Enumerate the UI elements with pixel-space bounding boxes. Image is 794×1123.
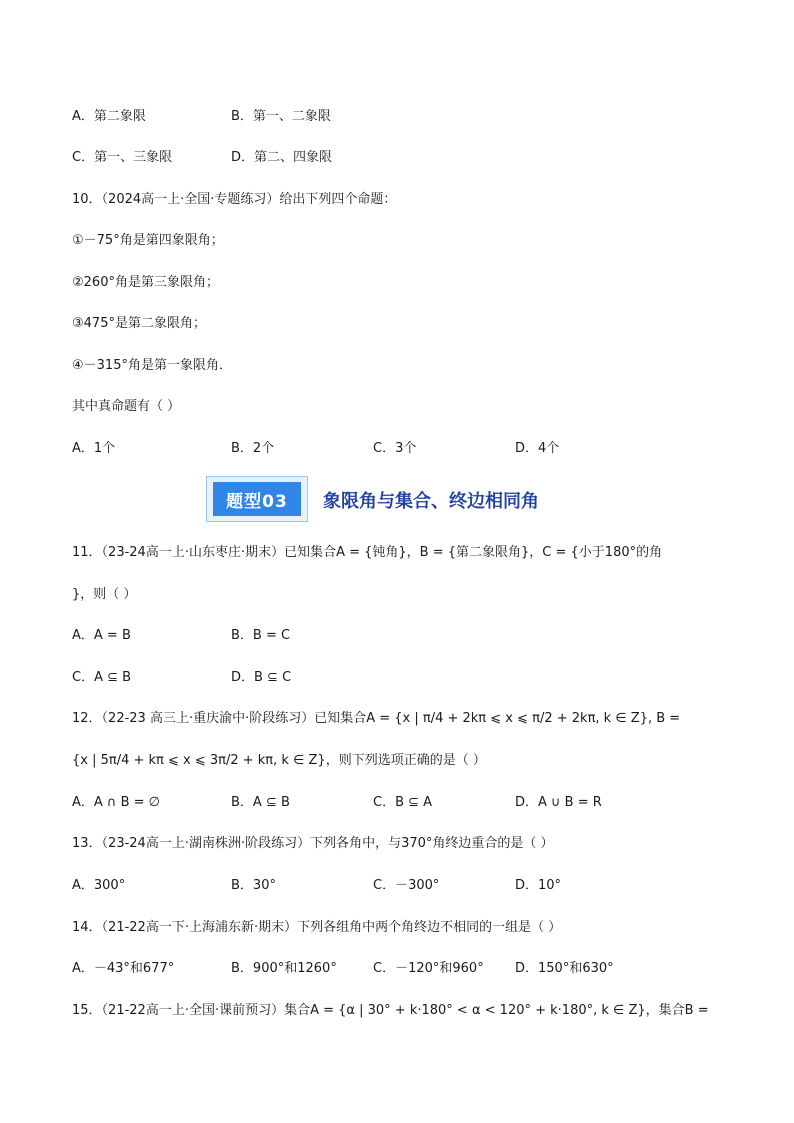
q11-line-1: 11．（23-24高一上·山东枣庄·期末）已知集合A = {钝角}，B = {第二象限角}，C = {小于180°的角 <box>72 545 663 560</box>
q11-option-b: B．B = C <box>231 628 291 643</box>
q13-option-b: B．30° <box>231 878 276 893</box>
q14-option-d: D．150°和630° <box>515 961 614 976</box>
q10-option-a: A．1个 <box>72 441 116 456</box>
section-title: 象限角与集合、终边相同角 <box>323 491 539 512</box>
q9-option-b: B．第一、二象限 <box>231 109 331 124</box>
q14-option-c: C．－120°和960° <box>373 961 484 976</box>
q14-option-b: B．900°和1260° <box>231 961 337 976</box>
q10-option-d: D．4个 <box>515 441 560 456</box>
q11-option-d: D．B ⊆ C <box>231 670 292 685</box>
q12-option-d: D．A ∪ B = R <box>515 795 602 810</box>
q9-option-c: C．第一、三象限 <box>72 150 173 165</box>
q13-option-a: A．300° <box>72 878 126 893</box>
q12-line-2: {x | 5π/4 + kπ ⩽ x ⩽ 3π/2 + kπ, k ∈ Z}，则下列选项正确的是（ ） <box>72 753 486 768</box>
q10-stem: 10．（2024高一上·全国·专题练习）给出下列四个命题： <box>72 192 397 207</box>
q12-option-a: A．A ∩ B = ∅ <box>72 795 160 810</box>
q10-prop-2: ②260°角是第三象限角； <box>72 275 219 290</box>
q10-option-b: B．2个 <box>231 441 275 456</box>
q14-stem: 14．（21-22高一下·上海浦东新·期末）下列各组角中两个角终边不相同的一组是（ ） <box>72 920 562 935</box>
q10-prop-1: ①－75°角是第四象限角； <box>72 233 224 248</box>
q11-option-c: C．A ⊆ B <box>72 670 132 685</box>
section-badge-label: 题型03 <box>213 482 301 516</box>
q12-option-c: C．B ⊆ A <box>373 795 433 810</box>
q13-option-d: D．10° <box>515 878 562 893</box>
q15-stem: 15．（21-22高一上·全国·课前预习）集合A = {α | 30° + k·180° < α < 120° + k·180°, k ∈ Z}，集合B = <box>72 1003 709 1018</box>
q10-option-c: C．3个 <box>373 441 417 456</box>
q10-prop-4: ④－315°角是第一象限角． <box>72 358 232 373</box>
q9-option-a: A．第二象限 <box>72 109 146 124</box>
section-badge <box>206 476 308 522</box>
q11-line-2: }，则（ ） <box>72 587 137 602</box>
q14-option-a: A．－43°和677° <box>72 961 175 976</box>
q12-line-1: 12．（22-23 高三上·重庆渝中·阶段练习）已知集合A = {x | π/4 + 2kπ ⩽ x ⩽ π/2 + 2kπ, k ∈ Z}, B = <box>72 711 681 726</box>
q11-option-a: A．A = B <box>72 628 131 643</box>
q10-prop-3: ③475°是第二象限角； <box>72 316 206 331</box>
q13-stem: 13．（23-24高一上·湖南株洲·阶段练习）下列各角中，与370°角终边重合的是（ ） <box>72 836 554 851</box>
q10-ask: 其中真命题有（ ） <box>72 399 181 414</box>
q12-option-b: B．A ⊆ B <box>231 795 290 810</box>
q13-option-c: C．－300° <box>373 878 440 893</box>
q9-option-d: D．第二、四象限 <box>231 150 333 165</box>
